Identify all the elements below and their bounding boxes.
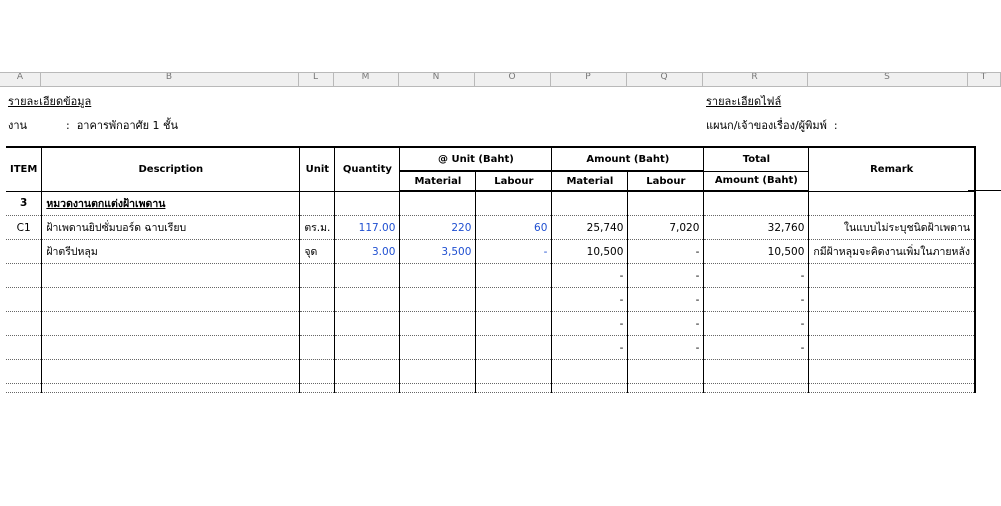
- cell-unit[interactable]: ตร.ม.: [300, 216, 335, 240]
- header-total-amount[interactable]: Amount (Baht): [704, 171, 809, 191]
- cell-unit-material[interactable]: [400, 384, 476, 393]
- table-row: [6, 384, 975, 393]
- header-quantity[interactable]: Quantity: [335, 147, 400, 191]
- table-row: [6, 216, 975, 240]
- cell-description[interactable]: ฝ้าเพดานยิปซั่มบอร์ด ฉาบเรียบ: [42, 216, 300, 240]
- cell-unit[interactable]: [300, 288, 335, 312]
- cell-unit-labour[interactable]: [476, 191, 552, 216]
- cell-remark[interactable]: [809, 384, 975, 393]
- column-header-o[interactable]: O: [474, 73, 551, 86]
- cell-unit-material[interactable]: [400, 264, 476, 288]
- cell-description[interactable]: [42, 336, 300, 360]
- column-header-b[interactable]: B: [40, 73, 299, 86]
- cell-unit-labour[interactable]: [476, 312, 552, 336]
- cell-amount-labour[interactable]: [628, 191, 704, 216]
- cell-item[interactable]: 3: [6, 191, 42, 216]
- cell-item[interactable]: [6, 264, 42, 288]
- header-amount-material[interactable]: Material: [552, 171, 628, 191]
- cell-description[interactable]: [42, 288, 300, 312]
- cell-unit[interactable]: [300, 264, 335, 288]
- header-amount[interactable]: Amount (Baht): [552, 147, 704, 171]
- cell-item[interactable]: [6, 336, 42, 360]
- job-label: งาน: [8, 119, 28, 132]
- cell-amount-material[interactable]: 25,740: [552, 216, 628, 240]
- cell-description[interactable]: หมวดงานตกแต่งฝ้าเพดาน: [42, 191, 300, 216]
- cell-unit[interactable]: [300, 191, 335, 216]
- column-header-bar: [0, 72, 1001, 87]
- header-unit-material[interactable]: Material: [400, 171, 476, 191]
- cell-unit[interactable]: [300, 384, 335, 393]
- job-value: : อาคารพักอาศัย 1 ชั้น: [66, 119, 179, 132]
- cell-quantity[interactable]: 3.00: [335, 240, 400, 264]
- cell-unit[interactable]: [300, 360, 335, 384]
- cell-amount-labour[interactable]: 7,020: [628, 216, 704, 240]
- cell-amount-material[interactable]: -: [552, 264, 628, 288]
- cell-unit-material[interactable]: [400, 288, 476, 312]
- cell-total[interactable]: -: [704, 264, 809, 288]
- cell-unit-material[interactable]: 220: [400, 216, 476, 240]
- column-header-q[interactable]: Q: [626, 73, 703, 86]
- column-header-l[interactable]: L: [298, 73, 334, 86]
- cell-amount-labour[interactable]: -: [628, 240, 704, 264]
- table-row: [6, 264, 975, 288]
- cell-remark[interactable]: [809, 264, 975, 288]
- cell-amount-material[interactable]: [552, 191, 628, 216]
- cell-description[interactable]: [42, 360, 300, 384]
- cell-item[interactable]: C1: [6, 216, 42, 240]
- header-description[interactable]: Description: [42, 147, 300, 191]
- cell-unit-material[interactable]: [400, 360, 476, 384]
- column-header-n[interactable]: N: [398, 73, 475, 86]
- table-row-section: [6, 191, 975, 216]
- cell-remark[interactable]: กมีฝ้าหลุมจะคิดงานเพิ่มในภายหลัง: [809, 240, 975, 264]
- cell-amount-material[interactable]: [552, 384, 628, 393]
- cell-unit-labour[interactable]: 60: [476, 216, 552, 240]
- cell-unit-material[interactable]: [400, 312, 476, 336]
- quotation-table: [6, 146, 976, 393]
- cell-remark[interactable]: [809, 288, 975, 312]
- cell-quantity[interactable]: [335, 288, 400, 312]
- table-row: [6, 240, 975, 264]
- header-unit-labour[interactable]: Labour: [476, 171, 552, 191]
- header-remark[interactable]: Remark: [809, 147, 975, 191]
- cell-amount-labour[interactable]: -: [628, 288, 704, 312]
- cell-remark[interactable]: ในแบบไม่ระบุชนิดฝ้าเพดาน: [809, 216, 975, 240]
- column-header-m[interactable]: M: [333, 73, 399, 86]
- cell-unit-labour[interactable]: [476, 384, 552, 393]
- cell-quantity[interactable]: 117.00: [335, 216, 400, 240]
- cell-item[interactable]: [6, 288, 42, 312]
- cell-quantity[interactable]: [335, 360, 400, 384]
- cell-unit-material[interactable]: [400, 336, 476, 360]
- cell-amount-material[interactable]: [552, 360, 628, 384]
- cell-description[interactable]: ฝ้าตรีปหลุม: [42, 240, 300, 264]
- cell-quantity[interactable]: [335, 191, 400, 216]
- cell-total[interactable]: [704, 360, 809, 384]
- column-header-p[interactable]: P: [550, 73, 627, 86]
- cell-remark[interactable]: [809, 312, 975, 336]
- column-header-s[interactable]: S: [807, 73, 968, 86]
- cell-quantity[interactable]: [335, 384, 400, 393]
- cell-total[interactable]: -: [704, 336, 809, 360]
- cell-amount-material[interactable]: -: [552, 312, 628, 336]
- cell-quantity[interactable]: [335, 264, 400, 288]
- cell-item[interactable]: [6, 312, 42, 336]
- cell-total[interactable]: 32,760: [704, 216, 809, 240]
- column-header-a[interactable]: A: [0, 73, 41, 86]
- cell-item[interactable]: [6, 384, 42, 393]
- cell-total[interactable]: -: [704, 288, 809, 312]
- cell-total[interactable]: [704, 384, 809, 393]
- cell-quantity[interactable]: [335, 312, 400, 336]
- cell-unit[interactable]: [300, 312, 335, 336]
- cell-amount-labour[interactable]: -: [628, 336, 704, 360]
- department-label: แผนก/เจ้าของเรื่อง/ผู้พิมพ์ :: [706, 119, 838, 132]
- column-header-r[interactable]: R: [702, 73, 808, 86]
- table-row: [6, 288, 975, 312]
- table-row: [6, 336, 975, 360]
- cell-unit-labour[interactable]: [476, 288, 552, 312]
- cell-amount-labour[interactable]: [628, 384, 704, 393]
- cell-item[interactable]: [6, 240, 42, 264]
- cell-description[interactable]: [42, 264, 300, 288]
- cell-unit-material[interactable]: 3,500: [400, 240, 476, 264]
- cell-amount-labour[interactable]: -: [628, 264, 704, 288]
- cell-item[interactable]: [6, 360, 42, 384]
- cell-remark[interactable]: [809, 336, 975, 360]
- file-details-label: รายละเอียดไฟล์: [706, 95, 782, 108]
- cell-total[interactable]: [704, 191, 809, 216]
- table-row: [6, 360, 975, 384]
- header-border-extension: [968, 190, 1001, 191]
- cell-remark[interactable]: [809, 360, 975, 384]
- cell-description[interactable]: [42, 312, 300, 336]
- cell-remark[interactable]: [809, 191, 975, 216]
- cell-description[interactable]: [42, 384, 300, 393]
- cell-unit[interactable]: [300, 336, 335, 360]
- cell-unit-labour[interactable]: [476, 264, 552, 288]
- cell-amount-labour[interactable]: -: [628, 312, 704, 336]
- cell-unit-labour[interactable]: [476, 360, 552, 384]
- cell-unit-labour[interactable]: -: [476, 240, 552, 264]
- cell-unit-labour[interactable]: [476, 336, 552, 360]
- cell-total[interactable]: -: [704, 312, 809, 336]
- header-amount-labour[interactable]: Labour: [628, 171, 704, 191]
- column-header-t[interactable]: T: [967, 73, 1001, 86]
- details-label: รายละเอียดข้อมูล: [8, 95, 92, 108]
- cell-total[interactable]: 10,500: [704, 240, 809, 264]
- header-unit[interactable]: Unit: [300, 147, 335, 191]
- cell-unit[interactable]: จุด: [300, 240, 335, 264]
- header-unit-price[interactable]: @ Unit (Baht): [400, 147, 552, 171]
- cell-unit-material[interactable]: [400, 191, 476, 216]
- cell-amount-material[interactable]: -: [552, 336, 628, 360]
- header-total[interactable]: Total: [704, 147, 809, 171]
- cell-amount-material[interactable]: -: [552, 288, 628, 312]
- header-item[interactable]: ITEM: [6, 147, 42, 191]
- cell-amount-material[interactable]: 10,500: [552, 240, 628, 264]
- cell-amount-labour[interactable]: [628, 360, 704, 384]
- table-row: [6, 312, 975, 336]
- cell-quantity[interactable]: [335, 336, 400, 360]
